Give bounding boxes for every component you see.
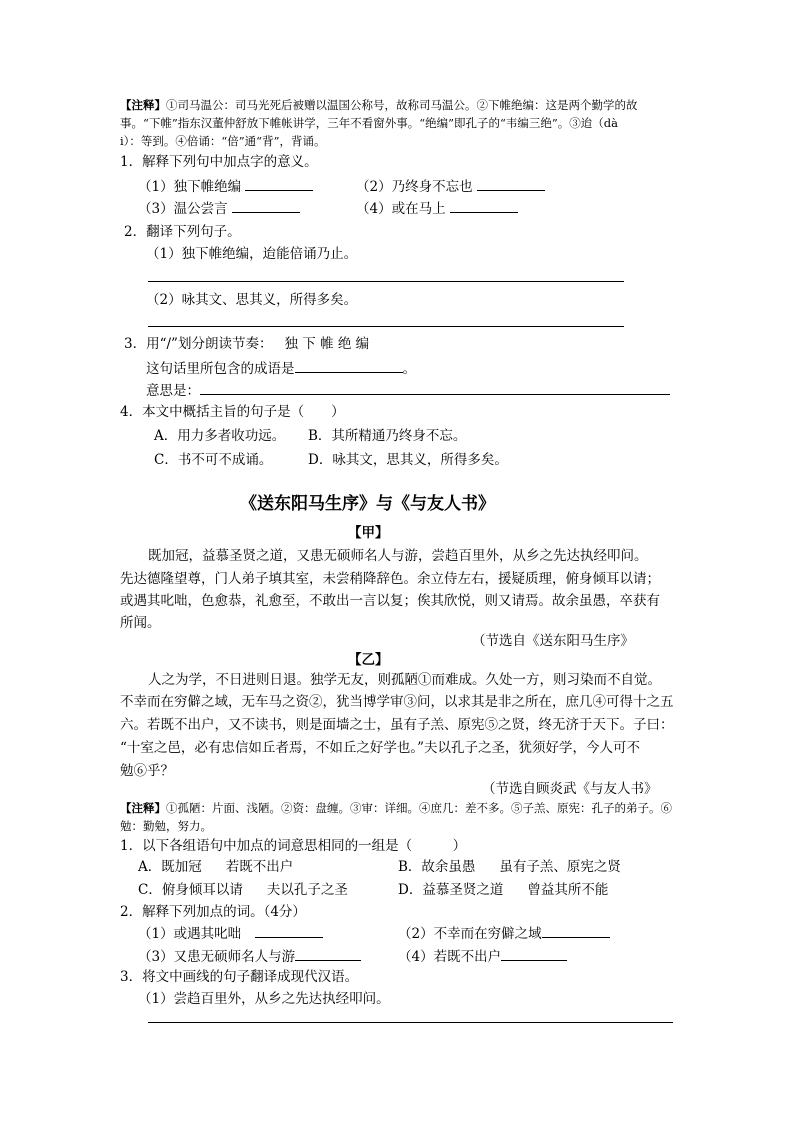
s1-q4-stem: 4．本文中概括主旨的句子是（ ）: [120, 404, 345, 420]
s1-q1-stem: 1．解释下列句中加点字的意义。: [120, 154, 318, 170]
item-text: 曾益其所不能: [527, 882, 609, 898]
s2-q1-b[interactable]: [398, 857, 621, 877]
answer-blank[interactable]: [450, 198, 518, 213]
notes-line-3: i）：等到。④倍诵：“倍”通“背”，背诵。: [120, 134, 326, 148]
notes-text: ①孤陋：片面、浅陋。②资：盘缠。③审：详细。④庶几：差不多。⑤子羔、原宪：孔子的弟子。⑥: [166, 801, 672, 815]
s1-q4-c[interactable]: C．书不可不成诵。: [154, 452, 273, 468]
yi-line-4: “十室之邑，必有忠信如丘者焉，不如丘之好学也。”夫以孔子之圣，犹须好学，今人可不: [120, 740, 641, 756]
item-text: B．故余虽愚: [398, 859, 476, 875]
jia-line-1: 既加冠，益慕圣贤之道，又患无硕师名人与游，尝趋百里外，从乡之先达执经叩问。: [148, 548, 648, 564]
item-text: 这句话里所包含的成语是: [146, 361, 295, 377]
item-text: 夫以孔子之圣: [266, 882, 348, 898]
item-text: （4）若既不出户: [398, 949, 502, 965]
item-text: 。: [402, 361, 416, 377]
s1-q2-b: （2）咏其文、思其义，所得多矣。: [146, 292, 358, 308]
answer-blank[interactable]: [295, 358, 403, 373]
s2-q1-c[interactable]: [138, 880, 348, 900]
yi-line-2: 不幸而在穷僻之域，无车马之资②，犹当博学审③问，以求其是非之所在，庶几④可得十之五: [120, 694, 674, 710]
item-text: 3．用“/”划分朗读节奏：: [124, 336, 273, 352]
s2-q2-d: [398, 946, 567, 967]
s1-q3-idiom: [146, 358, 416, 379]
jia-line-3: 或遇其叱咄，色愈恭，礼愈至，不敢出一言以复；俟其欣悦，则又请焉。故余虽愚，卒获有: [120, 593, 660, 609]
item-text: 意思是：: [146, 383, 200, 399]
notes2-line-2: 勉：勤勉，努力。: [120, 819, 212, 833]
answer-line[interactable]: [148, 1022, 673, 1023]
answer-blank[interactable]: [295, 946, 361, 961]
jia-line-2: 先达德隆望尊，门人弟子填其室，未尝稍降辞色。余立侍左右，援疑质理，俯身倾耳以请；: [120, 571, 660, 587]
rhythm-phrase: 独 下 帷 绝 编: [284, 336, 370, 352]
answer-blank[interactable]: [255, 923, 323, 938]
item-text: （2）不幸而在穷僻之域: [398, 926, 542, 942]
s1-q3-meaning: [146, 380, 670, 401]
s2-q2-c: [138, 946, 361, 967]
yi-line-1: 人之为学，不日进则日退。独学无友，则孤陋①而难成。久处一方，则习染而不自觉。: [148, 672, 661, 688]
s1-q1-a: [138, 176, 313, 197]
answer-blank[interactable]: [200, 380, 670, 395]
yi-source: （节选自顾炎武《与友人书》: [482, 781, 658, 797]
s1-q1-c: [138, 198, 300, 219]
item-text: （1）或遇其叱咄: [138, 926, 242, 942]
answer-blank[interactable]: [501, 946, 567, 961]
item-text: （3）温公尝言: [138, 201, 228, 217]
item-text: D．益慕圣贤之道: [398, 882, 504, 898]
answer-blank[interactable]: [477, 176, 545, 191]
s1-q4-d[interactable]: D．咏其文，思其义，所得多矣。: [308, 452, 508, 468]
s2-q1-d[interactable]: [398, 880, 608, 900]
s1-q4-b[interactable]: B．其所精通乃终身不忘。: [308, 428, 467, 444]
item-text: 若既不出户: [225, 859, 294, 875]
item-text: （2）乃终身不忘也: [356, 179, 473, 195]
notes2-line-1: [120, 799, 672, 817]
answer-blank[interactable]: [542, 923, 610, 938]
notes-label: 【注释】: [120, 98, 166, 112]
notes-line-2: 事。“下帷”指东汉董仲舒放下帷帐讲学，三年不看窗外事。“绝编”即孔子的“韦编三绝”。③迨（dà: [120, 116, 618, 130]
jia-line-4: 所闻。: [120, 615, 161, 631]
s1-q1-b: [356, 176, 545, 197]
jia-label: 【甲】: [348, 525, 389, 541]
s2-q1-stem: 1．以下各组语句中加点的词意思相同的一组是（ ）: [120, 838, 467, 854]
item-text: 虽有子羔、原宪之贤: [499, 859, 621, 875]
s2-q1-a[interactable]: [138, 857, 293, 877]
s2-q3-a: （1）尝趋百里外，从乡之先达执经叩问。: [138, 991, 390, 1007]
item-text: （3）又患无硕师名人与游: [138, 949, 296, 965]
passage-title: 《送东阳马生序》与《与友人书》: [240, 494, 495, 514]
notes-text: ①司马温公：司马光死后被赠以温国公称号，故称司马温公。②下帷绝编：这是两个勤学的故: [166, 98, 638, 112]
jia-source: （节选自《送东阳马生序》: [472, 633, 634, 649]
s2-q3-stem: 3．将文中画线的句子翻译成现代汉语。: [120, 969, 359, 985]
s1-q3-stem: [124, 334, 369, 354]
notes-label: 【注释】: [120, 801, 166, 815]
answer-line[interactable]: [148, 326, 624, 327]
yi-label: 【乙】: [348, 652, 389, 668]
s2-q2-stem: 2．解释下列加点的词。（4分）: [120, 904, 306, 920]
answer-blank[interactable]: [245, 176, 313, 191]
notes-line-1: [120, 96, 638, 114]
s1-q4-a[interactable]: A．用力多者收功远。: [154, 428, 286, 444]
yi-line-3: 六。若既不出户，又不读书，则是面墙之士，虽有子羔、原宪⑤之贤，终无济于天下。子曰：: [120, 717, 674, 733]
item-text: A．既加冠: [138, 859, 202, 875]
s2-q2-a: [138, 923, 323, 944]
item-text: C．俯身倾耳以请: [138, 882, 243, 898]
s1-q2-a: （1）独下帷绝编，迨能倍诵乃止。: [146, 246, 358, 262]
item-text: （1）独下帷绝编: [138, 179, 242, 195]
s1-q1-d: [356, 198, 518, 219]
item-text: （4）或在马上: [356, 201, 446, 217]
yi-line-5: 勉⑥乎？: [120, 763, 174, 779]
s2-q2-b: [398, 923, 610, 944]
s1-q2-stem: 2．翻译下列句子。: [124, 224, 241, 240]
answer-blank[interactable]: [232, 198, 300, 213]
answer-line[interactable]: [148, 281, 624, 282]
